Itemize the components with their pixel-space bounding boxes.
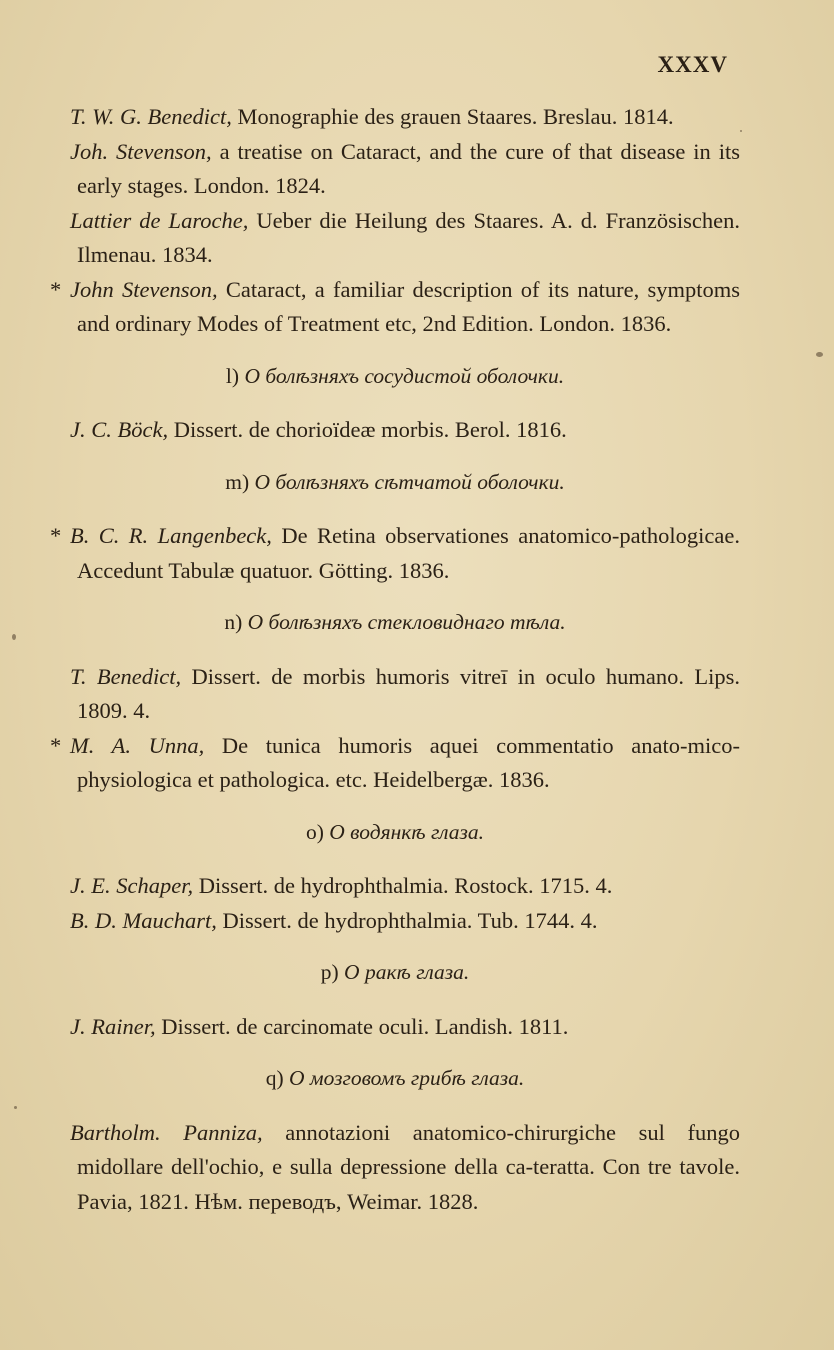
ink-speck (14, 1106, 17, 1109)
section-heading (50, 359, 740, 394)
entry-text: Cataract, a familiar description of its nature, symptoms and ordinary Modes of Treatment etc, 2nd Edition. London. 1836. (77, 276, 740, 336)
section-letter: q) (265, 1066, 284, 1090)
section-title: О болѣзняхъ стекловиднаго тѣла. (247, 610, 566, 634)
entry-author: T. W. G. Benedict, (70, 104, 232, 129)
bib-entry (50, 660, 740, 729)
bibliography (50, 100, 740, 1219)
entry-text: Dissert. de hydrophthalmia. Rostock. 1715. 4. (193, 873, 613, 898)
ink-speck (12, 634, 16, 640)
entry-author: John Stevenson, (70, 276, 218, 302)
section-heading (50, 1061, 740, 1096)
entry-author: Lattier de Laroche, (70, 207, 249, 233)
entry-text: De tunica humoris aquei commentatio anato-mico-physiologica et pathologica. etc. Heidelbergæ. 1836. (77, 732, 740, 792)
entry-text: Monographie des grauen Staares. Breslau. 1814. (231, 104, 674, 129)
entry-text: a treatise on Cataract, and the cure of that disease in its early stages. London. 1824. (77, 138, 740, 198)
asterisk-marker: * (50, 732, 62, 758)
entry-text: Dissert. de carcinomate oculi. Landish. 1811. (155, 1013, 569, 1039)
bib-entry (50, 100, 740, 135)
bib-entry (50, 729, 740, 798)
section-heading (50, 465, 740, 500)
bib-entry (50, 904, 740, 939)
section-heading (50, 815, 740, 850)
section-letter: p) (320, 960, 339, 984)
entry-author: M. A. Unna, (70, 732, 205, 758)
bib-entry (50, 519, 740, 588)
entry-text: De Retina observationes anatomico-pathologicae. Accedunt Tabulæ quatuor. Götting. 1836. (77, 523, 740, 583)
entry-author: J. C. Böck, (70, 417, 169, 442)
entry-text: Dissert. de morbis humoris vitreī in oculo humano. Lips. 1809. 4. (77, 663, 740, 723)
asterisk-marker: * (50, 523, 62, 548)
bib-entry (50, 204, 740, 273)
section-heading (50, 605, 740, 640)
bib-entry (50, 413, 740, 448)
page-number: XXXV (657, 52, 728, 77)
entry-author: T. Benedict, (70, 663, 182, 689)
section-title: О мозговомъ грибѣ глаза. (289, 1066, 525, 1090)
entry-author: J. Rainer, (70, 1013, 156, 1039)
entry-text: Dissert. de chorioïdeæ morbis. Berol. 1816. (168, 417, 567, 442)
entry-author: Bartholm. Panniza, (70, 1119, 263, 1145)
bib-entry (50, 869, 740, 904)
entry-author: J. E. Schaper, (70, 873, 194, 898)
entry-author: B. D. Mauchart, (70, 907, 217, 933)
section-heading (50, 955, 740, 990)
section-letter: l) (225, 363, 240, 388)
section-letter: n) (224, 610, 243, 634)
ink-speck (816, 352, 823, 357)
entry-author: Joh. Stevenson, (70, 138, 212, 164)
ink-speck (740, 130, 742, 132)
section-title: О ракѣ глаза. (344, 960, 470, 984)
asterisk-marker: * (50, 276, 62, 302)
entry-text: Ueber die Heilung des Staares. A. d. Französischen. Ilmenau. 1834. (77, 207, 741, 267)
section-title: О болѣзняхъ сосудистой оболочки. (244, 363, 565, 388)
section-title: О болѣзняхъ сѣтчатой оболочки. (254, 469, 565, 494)
bib-entry (50, 1116, 740, 1220)
section-letter: o) (305, 819, 324, 844)
entry-text: annotazioni anatomico-chirurgiche sul fungo midollare dell'ochio, e sulla depressione della ca-teratta. Con tre tavole. Pavia, 1821. Нѣм. переводъ, Weimar. 1828. (77, 1119, 740, 1214)
bib-entry (50, 135, 740, 204)
section-letter: m) (225, 469, 250, 494)
entry-author: B. C. R. Langenbeck, (70, 523, 272, 548)
bib-entry (50, 1010, 740, 1045)
section-title: О водянкѣ глаза. (329, 819, 485, 844)
entry-text: Dissert. de hydrophthalmia. Tub. 1744. 4. (216, 907, 598, 933)
bib-entry (50, 273, 740, 342)
